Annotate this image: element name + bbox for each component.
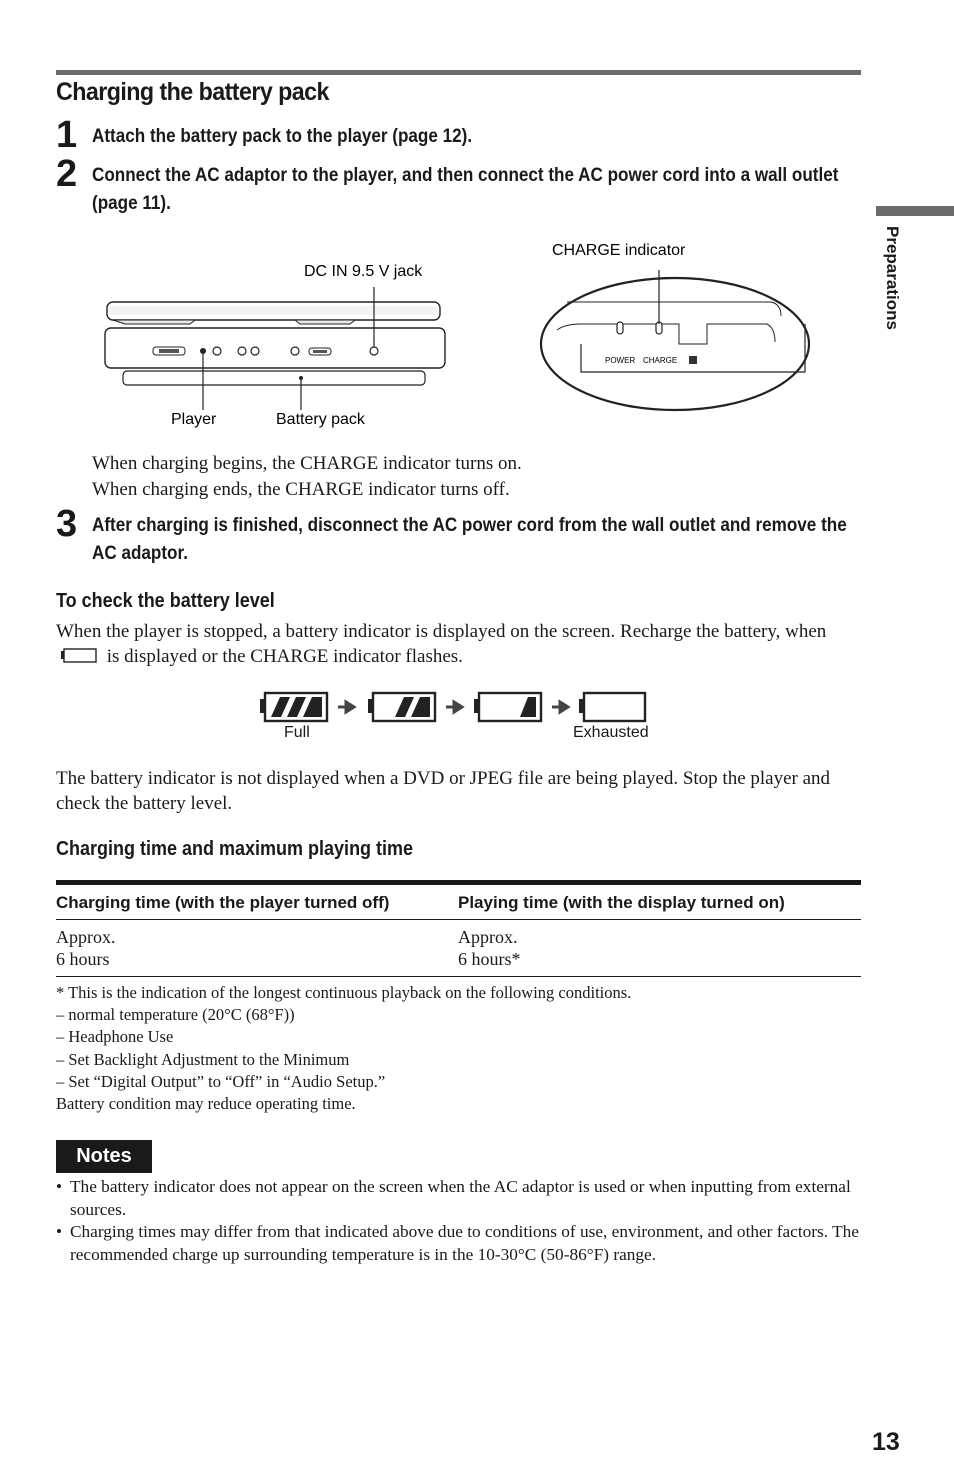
section-tab-bar bbox=[876, 206, 954, 216]
step-3-text: After charging is finished, disconnect the AC power cord from the wall outlet and remove the AC adaptor. bbox=[92, 515, 847, 564]
empty-battery-icon bbox=[60, 647, 98, 665]
footnotes bbox=[56, 982, 866, 1115]
player-label: Player bbox=[171, 411, 217, 428]
notes-list bbox=[56, 1176, 861, 1266]
power-label: POWER bbox=[605, 356, 636, 365]
step-2-text: Connect the AC adaptor to the player, and then connect the AC power cord into a wall outlet (page 11). bbox=[92, 165, 839, 214]
arrow-icon bbox=[446, 702, 462, 712]
player-diagram bbox=[95, 232, 825, 432]
footnote-line: – Set “Digital Output” to “Off” in “Audio Setup.” bbox=[56, 1071, 386, 1091]
column-header-playing: Playing time (with the display turned on) bbox=[458, 883, 861, 920]
charging-begins-text: When charging begins, the CHARGE indicator turns on. bbox=[92, 453, 522, 474]
arrow-icon bbox=[338, 702, 354, 712]
battery-level-text: When the player is stopped, a battery indicator is displayed on the screen. Recharge the battery, when is displayed or the CHARGE indicator flashes. bbox=[56, 621, 827, 667]
charge-indicator-label: CHARGE indicator bbox=[552, 242, 686, 259]
step-1-number: 1 bbox=[56, 114, 78, 156]
footnote-line: * This is the indication of the longest continuous playback on the following conditions. bbox=[56, 983, 632, 1002]
battery-pack-label: Battery pack bbox=[276, 411, 365, 428]
battery-two-thirds-icon bbox=[368, 693, 435, 721]
table-cell-charging: Approx. 6 hours bbox=[56, 920, 458, 977]
note-item: • Charging times may differ from that indicated above due to conditions of use, environment, and other factors. The recommended charge up surrounding temperature is in the 10-30°C (50-86°F) range. bbox=[56, 1221, 861, 1266]
charging-time-heading: Charging time and maximum playing time bbox=[56, 838, 414, 860]
battery-indicator-note: The battery indicator is not displayed when a DVD or JPEG file are being played. Stop the player and check the battery level. bbox=[56, 768, 831, 814]
footnote-line: Battery condition may reduce operating time. bbox=[56, 1094, 356, 1114]
table-cell-playing: Approx. 6 hours* bbox=[458, 920, 861, 977]
player-illustration bbox=[105, 302, 445, 385]
step-2-number: 2 bbox=[56, 153, 78, 195]
page-number: 13 bbox=[872, 1428, 900, 1456]
full-label: Full bbox=[284, 724, 310, 741]
exhausted-label: Exhausted bbox=[573, 724, 649, 741]
charging-ends-text: When charging ends, the CHARGE indicator turns off. bbox=[92, 479, 510, 500]
page-title: Charging the battery pack bbox=[56, 78, 329, 106]
note-item: • The battery indicator does not appear on the screen when the AC adaptor is used or when inputting from external sources. bbox=[56, 1176, 861, 1221]
footnote-line: – normal temperature (20°C (68°F)) bbox=[56, 1005, 295, 1025]
battery-one-third-icon bbox=[474, 693, 541, 721]
section-tab-label: Preparations bbox=[883, 226, 902, 330]
battery-full-icon bbox=[260, 693, 327, 721]
step-3-number: 3 bbox=[56, 503, 78, 545]
charge-small-label: CHARGE bbox=[643, 356, 678, 365]
arrow-icon bbox=[552, 702, 568, 712]
charge-indicator-zoom bbox=[541, 278, 809, 410]
top-rule bbox=[56, 70, 861, 75]
dc-in-label: DC IN 9.5 V jack bbox=[304, 263, 423, 280]
footnote-line: – Set Backlight Adjustment to the Minimum bbox=[56, 1049, 350, 1069]
footnote-line: – Headphone Use bbox=[56, 1027, 174, 1047]
table-row bbox=[56, 920, 861, 977]
charging-time-table bbox=[56, 880, 861, 977]
step-1-text: Attach the battery pack to the player (page 12). bbox=[92, 126, 473, 147]
battery-level-heading: To check the battery level bbox=[56, 590, 275, 612]
notes-badge: Notes bbox=[56, 1140, 152, 1173]
column-header-charging: Charging time (with the player turned off) bbox=[56, 883, 458, 920]
battery-empty-icon bbox=[579, 693, 645, 721]
